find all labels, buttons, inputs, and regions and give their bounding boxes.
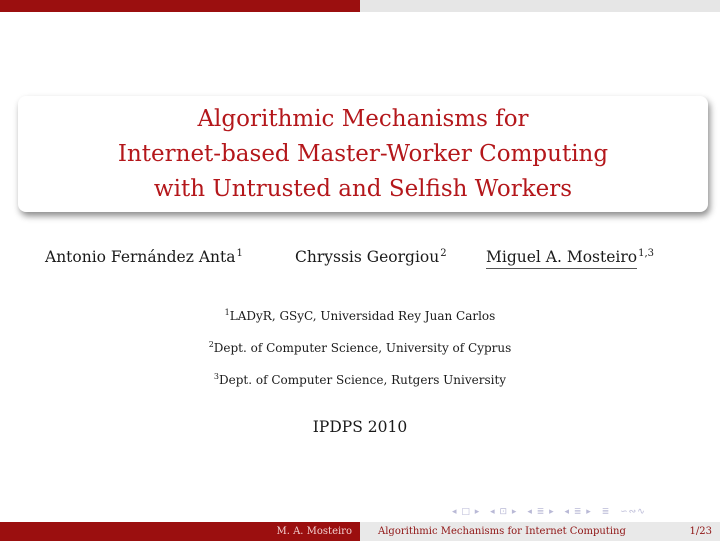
footer-author: M. A. Mosteiro [0, 522, 360, 541]
section-nav-icon[interactable]: ◂ ≣ ▸ [527, 507, 555, 517]
author-1 [45, 248, 243, 266]
title-line-1: Algorithmic Mechanisms for [197, 105, 529, 132]
author-3-presenter [486, 248, 654, 266]
footer-title-area [360, 522, 720, 541]
footer [0, 522, 720, 541]
affiliation-3 [0, 372, 720, 387]
author-affil-mark: 1,3 [638, 248, 655, 259]
affiliation-mark: 3 [213, 372, 220, 381]
author-name: Miguel A. Mosteiro [486, 248, 637, 269]
footer-short-title: Algorithmic Mechanisms for Internet Computing [378, 526, 626, 537]
affiliation-2 [0, 340, 720, 355]
author-affil-mark: 2 [440, 248, 447, 259]
author-2 [295, 248, 447, 266]
affiliation-text: LADyR, GSyC, Universidad Rey Juan Carlos [229, 309, 496, 323]
affiliation-1 [0, 308, 720, 323]
top-progress-bar [0, 0, 720, 12]
navigation-controls [452, 507, 652, 521]
frame-nav-icon[interactable]: ◂ □ ▸ [452, 507, 481, 517]
document-nav-icon[interactable]: ◂ ≣ ▸ [564, 507, 592, 517]
top-progress-accent [0, 0, 360, 12]
title-line-3: with Untrusted and Selfish Workers [153, 175, 573, 202]
affiliation-mark: 2 [208, 340, 214, 349]
appendix-nav-icon[interactable]: ≣ [601, 507, 611, 517]
affiliation-text: Dept. of Computer Science, Rutgers University [219, 373, 507, 387]
author-affil-mark: 1 [236, 248, 243, 259]
footer-page-number: 1/23 [689, 526, 712, 537]
search-nav-icon[interactable]: ∽∾∿ [620, 507, 646, 517]
affiliation-text: Dept. of Computer Science, University of Cyprus [213, 341, 512, 355]
subsection-nav-icon[interactable]: ◂ ⊡ ▸ [490, 507, 518, 517]
title-line-2: Internet-based Master-Worker Computing [117, 140, 609, 167]
conference-name: IPDPS 2010 [312, 418, 408, 436]
author-name: Antonio Fernández Anta [45, 248, 236, 266]
title-block [18, 96, 708, 212]
author-name: Chryssis Georgiou [295, 248, 440, 266]
affiliation-mark: 1 [224, 308, 230, 317]
author-list [0, 248, 720, 274]
